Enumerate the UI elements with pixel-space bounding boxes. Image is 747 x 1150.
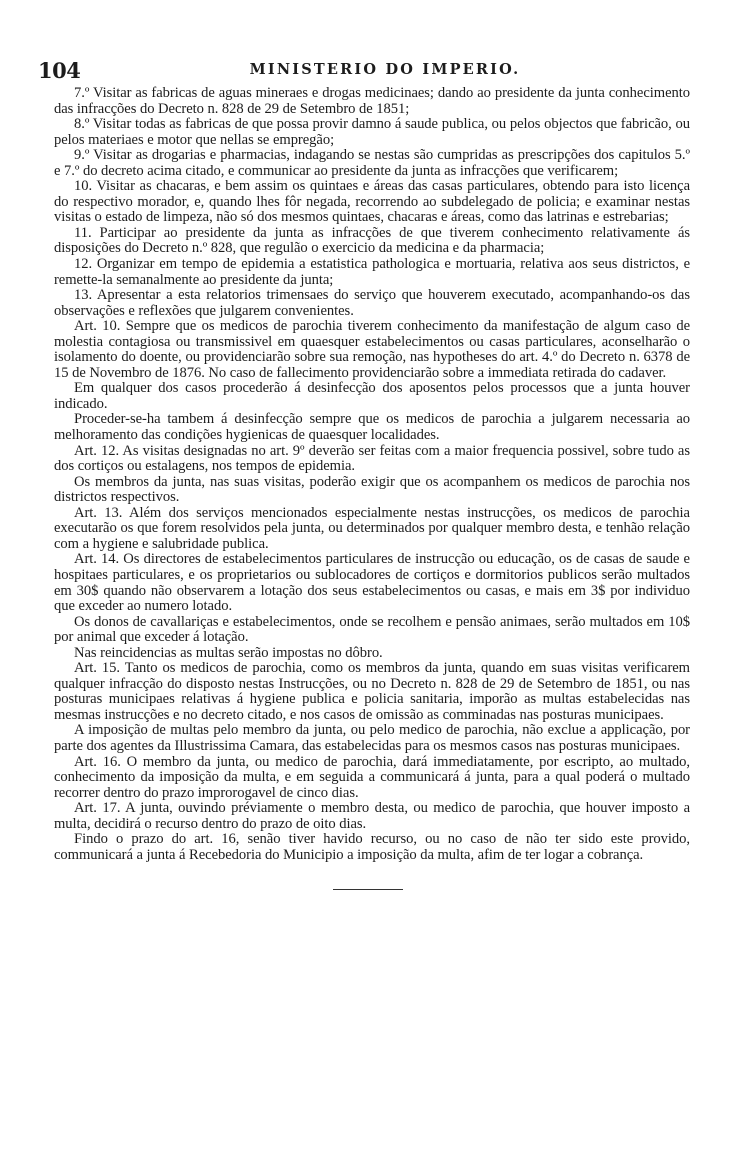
paragraph-item-11: 11. Participar ao presidente da junta as infracções de que tiverem conhecimento relativamente ás disposições do Decreto n.º 828, que regulão o exercicio da medicina e da pharmacia; xyxy=(54,224,690,257)
paragraph-item-12: 12. Organizar em tempo de epidemia a estatistica pathologica e mortuaria, relativa aos seus districtos, e remette-la semanalmente ao presidente da junta; xyxy=(54,256,690,288)
running-head: MINISTERIO DO IMPERIO. xyxy=(249,61,521,78)
paragraph-item-10: 10. Visitar as chacaras, e bem assim os quintaes e áreas das casas particulares, obtendo para isto licença do respectivo morador, e, quando lhes fôr negada, recorrendo ao subdelegado de policia; e examinar nestas visitas o estado de limpeza, não só dos mesmos quintaes, chacaras e áreas, como das latrinas e estrebarias; xyxy=(54,178,690,226)
paragraph-art-10: Art. 10. Sempre que os medicos de parochia tiverem conhecimento da manifestação de algum caso de molestia contagiosa ou transmissivel em quaesquer estabelecimentos ou casas particulares, aconselharão o isolamento do doente, ou providenciarão sobre sua remoção, nas hypotheses do art. 4.º do Decreto n. 6378 de 15 de Novembro de 1876. No caso de fallecimento providenciarão sobre a immediata retirada do cadaver. xyxy=(54,318,690,381)
paragraph-art-17-final: Findo o prazo do art. 16, senão tiver havido recurso, ou no caso de não ter sido este provido, communicará a junta á Recebedoria do Municipio a imposição da multa, afim de ter logar a cobrança. xyxy=(54,831,690,863)
body-text xyxy=(54,86,690,863)
document-page xyxy=(38,58,690,890)
paragraph-art-13: Art. 13. Além dos serviços mencionados especialmente nestas instrucções, os medicos de parochia executarão os que forem resolvidos pela junta, ou determinados por qualquer membro desta, e tenhão relação com a hygiene e salubridade publica. xyxy=(54,504,690,552)
closing-rule xyxy=(333,889,403,890)
paragraph-art-14-stables: Os donos de cavallariças e estabelecimentos, onde se recolhem e pensão animaes, serão multados em 10$ por animal que exceder á lotação. xyxy=(54,613,690,646)
paragraph-art-15-camara: A imposição de multas pelo membro da junta, ou pelo medico de parochia, não exclue a applicação, por parte dos agentes da Illustrissima Camara, das estabelecidas para os mesmos casos nas posturas municipaes. xyxy=(54,722,690,754)
paragraph-art-10-improvement: Proceder-se-ha tambem á desinfecção sempre que os medicos de parochia a julgarem necessaria ao melhoramento das condições hygienicas de quaesquer localidades. xyxy=(54,411,690,444)
paragraph-item-13: 13. Apresentar a esta relatorios trimensaes do serviço que houverem executado, acompanhando-os das observações e reflexões que julgarem convenientes. xyxy=(54,287,690,319)
paragraph-art-12: Art. 12. As visitas designadas no art. 9º deverão ser feitas com a maior frequencia possivel, sobre tudo as dos cortiços ou estalagens, nos tempos de epidemia. xyxy=(54,442,690,475)
paragraph-art-16: Art. 16. O membro da junta, ou medico de parochia, dará immediatamente, por escripto, ao multado, conhecimento da imposição da multa, e em seguida a communicará á junta, para a qual poderá o multado recorrer dentro do prazo improrogavel de cinco dias. xyxy=(54,753,690,801)
paragraph-art-17: Art. 17. A junta, ouvindo préviamente o membro desta, ou medico de parochia, que houver imposto a multa, decidirá o recurso dentro do prazo de oito dias. xyxy=(54,800,690,832)
page-header xyxy=(38,58,690,83)
paragraph-item-8: 8.º Visitar todas as fabricas de que possa provir damno á saude publica, ou pelos objectos que fabricão, ou pelos materiaes e motor que nellas se empregão; xyxy=(54,116,690,148)
paragraph-art-14: Art. 14. Os directores de estabelecimentos particulares de instrucção ou educação, os de casas de saude e hospitaes particulares, e os proprietarios ou sublocadores de cortiços e dormitorios publicos serão multados em 30$ quando não observarem a lotação dos seus estabelecimentos ou casas, e mais em 3$ por individuo que exceder ao numero lotado. xyxy=(54,551,690,615)
paragraph-art-14-reincidence: Nas reincidencias as multas serão impostas no dôbro. xyxy=(74,644,383,661)
paragraph-art-12-members: Os membros da junta, nas suas visitas, poderão exigir que os acompanhem os medicos de parochia nos districtos respectivos. xyxy=(54,473,690,506)
paragraph-art-10-desinfection: Em qualquer dos casos procederão á desinfecção dos aposentos pelos processos que a junta houver indicado. xyxy=(54,380,690,412)
page-number: 104 xyxy=(38,58,81,83)
paragraph-item-7: 7.º Visitar as fabricas de aguas mineraes e drogas medicinaes; dando ao presidente da junta conhecimento das infracções do Decreto n. 828 de 29 de Setembro de 1851; xyxy=(54,85,690,117)
paragraph-art-15: Art. 15. Tanto os medicos de parochia, como os membros da junta, quando em suas visitas verificarem qualquer infracção do disposto nestas Instrucções, ou no Decreto n. 828 de 29 de Setembro de 1851, ou nas posturas municipaes relativas á hygiene publica e policia sanitaria, imporão as multas estabelecidas nas mesmas instrucções e no decreto citado, e nos casos de omissão as comminadas nas posturas municipaes. xyxy=(54,660,690,723)
paragraph-item-9: 9.º Visitar as drogarias e pharmacias, indagando se nestas são cumpridas as prescripções dos capitulos 5.º e 7.º do decreto acima citado, e communicar ao presidente da junta as infracções que verificarem; xyxy=(54,147,690,179)
